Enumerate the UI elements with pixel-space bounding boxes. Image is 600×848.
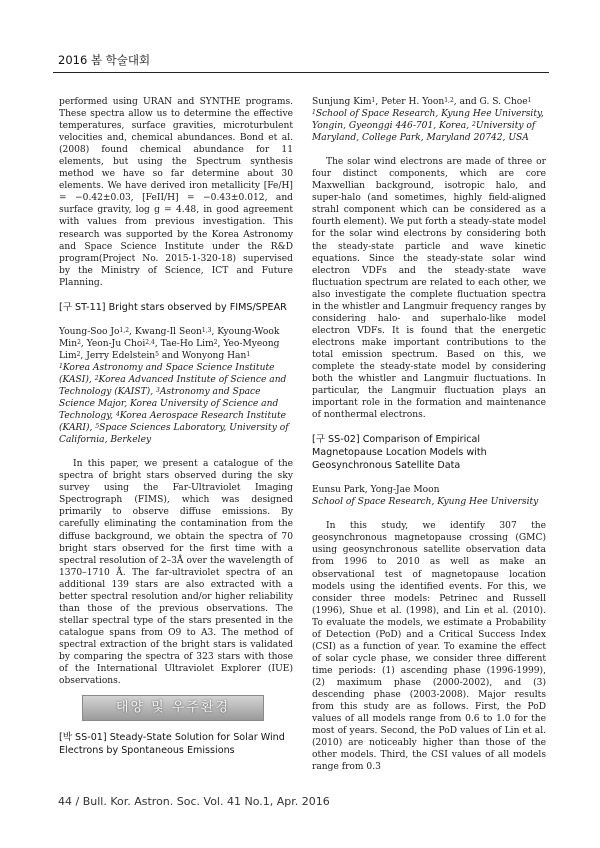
affiliations-ss01 bbox=[312, 108, 546, 144]
author-name: , Kwang-Il Seon bbox=[129, 326, 202, 337]
author-name: , Yeo-Myeong Lim bbox=[59, 338, 280, 361]
affiliation-text: Space Sciences Laboratory, University of California, Berkeley bbox=[59, 423, 289, 446]
abstract-title-ss02: [구 SS-02] Comparison of Empirical Magnetopause Location Models with Geosynchronous Satellite Data bbox=[312, 434, 487, 472]
running-header: 2016 봄 학술대회 bbox=[58, 53, 151, 67]
abstract-body-ss01: The solar wind electrons are made of three or four distinct components, which are core Maxwellian background, isotropic halo, and super-halo (and sometimes, highly field-aligned strahl component which can be considered as a fourth element). We put forth a steady-state model for the solar wind electrons by considering both the steady-state particle and wave kinetic equations. Since the steady-state solar wind electron VDFs and the steady-state wave fluctuation spectrum are related to each other, we also investigate the complete fluctuation spectra in the whistler and Langmuir frequency ranges by considering halo- and superhalo-like model electron VDFs. It is found that the energetic electrons make important contributions to the total emission spectrum. Based on this, we complete the steady-state model by considering both the whistler and Langmuir fluctuations. In particular, the Langmuir fluctuation plays an important role in the formation and maintenance of nonthermal electrons. bbox=[312, 157, 546, 421]
author-name: , Jerry Edelstein bbox=[80, 350, 156, 361]
author-name: and Wonyong Han bbox=[158, 350, 247, 361]
affiliation-superscript: 1 bbox=[312, 109, 316, 117]
author-superscript: 1,3 bbox=[201, 326, 212, 334]
author-name: Young-Soo Jo bbox=[59, 326, 120, 337]
affiliation-superscript: 2 bbox=[472, 121, 476, 129]
author-superscript: 1 bbox=[246, 350, 251, 358]
affiliation-text: Korea Advanced Institute of Science and Technology (KAIST), bbox=[59, 374, 287, 397]
affiliations-st11 bbox=[59, 362, 293, 446]
abstract-title-st11: [구 ST-11] Bright stars observed by FIMS/SPEAR bbox=[59, 301, 287, 313]
author-name: , Tae-Ho Lim bbox=[154, 338, 214, 349]
spacer bbox=[312, 144, 546, 156]
continued-paragraph: performed using URAN and SYNTHE programs. These spectra allow us to determine the effective temperatures, surface gravities, microturbulent velocities and, chemical abundances. Bond et al. (2008) found chemical abundance for 11 elements, but using the Spectrum synthesis method we have so far determine about 30 elements. We have derived iron metallicity [Fe/H] = −0.42±0.03, [FeII/H] = −0.43±0.012, and surface gravity, log g = 4.48, in good agreement with values from previous investigation. This research was supported by the Korea Astronomy and Space Science Institute under the R&D program(Project No. 2015-1-320-18) supervised by the Ministry of Science, ICT and Future Planning. bbox=[59, 97, 293, 288]
page-footer: 44 / Bull. Kor. Astron. Soc. Vol. 41 No.1, Apr. 2016 bbox=[58, 795, 330, 808]
author-name: , Kyoung-Wook Min bbox=[59, 326, 280, 349]
affiliation-text: Korea Astronomy and Space Science Institute (KASI), bbox=[59, 362, 275, 385]
spacer bbox=[59, 289, 293, 301]
affiliation-superscript: 3 bbox=[156, 386, 160, 394]
header-rule bbox=[53, 72, 549, 73]
spacer bbox=[59, 314, 293, 326]
author-list-ss02: Eunsu Park, Yong-Jae Moon bbox=[312, 485, 440, 496]
abstract-body-st11: In this paper, we present a catalogue of the spectra of bright stars observed during the sky survey using the Far-Ultraviolet Imaging Spectrograph (FIMS), which was designed primarily to observe diffuse emissions. By carefully eliminating the contamination from the diffuse background, we obtain the spectra of 70 bright stars observed for the first time with a spectral resolution of 2–3Å over the wavelength of 1370–1710 Å. The far-ultraviolet spectra of an additional 139 stars are also extracted with a better spectral resolution and/or higher reliability than those of the previous observations. The stellar spectral type of the stars presented in the catalogue spans from O9 to A3. The method of spectral extraction of the bright stars is validated by comparing the spectra of 323 stars with those of the International Ultraviolet Explorer (IUE) observations. bbox=[59, 459, 293, 687]
affiliation-text: School of Space Research, Kyung Hee University, Yongin, Gyeonggi 446-701, Korea, bbox=[312, 109, 544, 132]
affiliation-superscript: 1 bbox=[59, 362, 63, 370]
abstract-title-ss01: [박 SS-01] Steady-State Solution for Solar Wind Electrons by Spontaneous Emissions bbox=[59, 732, 285, 757]
author-superscript: 1 bbox=[527, 97, 532, 104]
affiliation-superscript: 5 bbox=[95, 423, 100, 431]
left-column bbox=[59, 96, 293, 757]
affiliation-text: University of Maryland, College Park, Maryland 20742, USA bbox=[312, 121, 536, 144]
abstract-body-ss02: In this study, we identify 307 the geosynchronous magnetopause crossing (GMC) using geosynchronous satellite observation data from 1996 to 2010 as well as make an observational test of magnetopause location models using the identified events. For this, we consider three models: Petrinec and Russell (1996), Shue et al. (1998), and Lin et al. (2010). To evaluate the models, we estimate a Probability of Detection (PoD) and a Critical Success Index (CSI) as a function of year. To examine the effect of solar cycle phase, we consider three different time periods: (1) ascending phase (1996-1999), (2) maximum phase (2000-2002), and (3) descending phase (2003-2008). Major results from this study are as follows. First, the PoD values of all models range from 0.6 to 1.0 for the most of years. Second, the PoD values of Lin et al. (2010) are noticeably higher than those of the other models. Third, the CSI values of all models range from 0.3 bbox=[312, 521, 546, 773]
section-banner: 태양 및 우주환경 bbox=[82, 695, 264, 721]
author-superscript: 2 bbox=[76, 350, 81, 358]
author-superscript: 1,2 bbox=[119, 326, 130, 334]
spacer bbox=[312, 421, 546, 433]
author-superscript: 2,4 bbox=[145, 338, 155, 346]
spacer bbox=[312, 472, 546, 484]
author-name: , and G. S. Choe bbox=[453, 97, 528, 107]
spacer bbox=[59, 446, 293, 458]
author-superscript: 5 bbox=[155, 350, 159, 358]
affiliation-text: Korea Aerospace Research Institute (KARI), bbox=[59, 411, 286, 434]
affiliation-text: Astronomy and Space Science Major, Korea University of Science and Technology, bbox=[59, 386, 279, 422]
author-name: , Yeon-Ju Choi bbox=[80, 338, 146, 349]
spacer bbox=[312, 508, 546, 520]
right-column bbox=[312, 96, 546, 773]
author-superscript: 2 bbox=[77, 338, 81, 346]
author-list-ss01 bbox=[312, 96, 546, 108]
affiliation-superscript: 4 bbox=[115, 411, 120, 419]
author-superscript: 2 bbox=[213, 338, 218, 346]
author-name: Sunjung Kim bbox=[312, 97, 372, 107]
affiliation-ss02: School of Space Research, Kyung Hee University bbox=[312, 497, 539, 508]
author-name: , Peter H. Yoon bbox=[375, 97, 445, 107]
author-list-st11 bbox=[59, 326, 293, 362]
author-superscript: 1,2 bbox=[444, 97, 454, 104]
affiliation-superscript: 2 bbox=[94, 374, 99, 382]
author-superscript: 1 bbox=[371, 97, 376, 104]
